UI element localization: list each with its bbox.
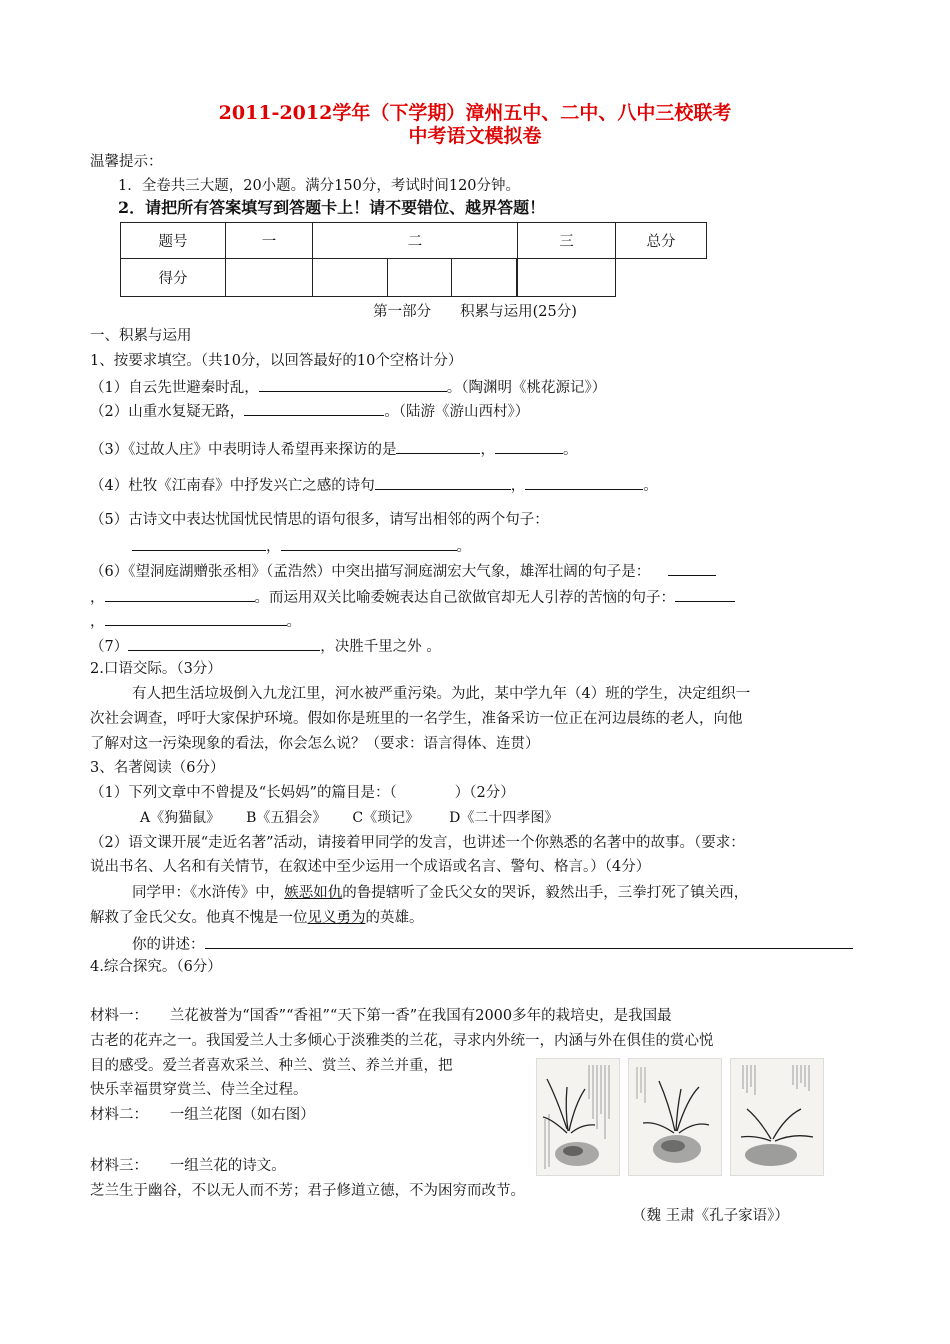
q4-material1-line3: 目的感受。爱兰者喜欢采兰、种兰、赏兰、养兰并重，把 (90, 1058, 453, 1074)
q3-demo-line1 (132, 883, 748, 903)
q1-item-3 (90, 438, 577, 460)
score-table (120, 222, 707, 297)
q1-item-2-text: （2）山重水复疑无路， (90, 404, 245, 420)
answer-blank[interactable] (128, 635, 320, 651)
q4-material1-line1: 材料一： 兰花被誉为“国香”“香祖”“天下第一香”在我国有2000多年的栽培史，是我国最 (90, 1008, 672, 1024)
answer-blank[interactable] (495, 438, 563, 454)
your-answer-label: 你的讲述： (132, 937, 205, 953)
answer-blank[interactable] (244, 400, 384, 416)
q4-material1-line2: 古老的花卉之一。我国爱兰人士多倾心于淡雅类的兰花，寻求内外统一，内涵与外在俱佳的赏心悦 (90, 1033, 714, 1049)
q1-item-6-text: （6）《望洞庭湖赠张丞相》（孟浩然）中突出描写洞庭湖宏大气象，雄浑壮阔的句子是： (90, 564, 651, 580)
q1-item-3-text: （3）《过故人庄》中表明诗人希望再来探访的是 (90, 442, 397, 458)
score-header-total: 总分 (616, 223, 707, 259)
q3-item-2-line1: （2）语文课开展“走近名著”活动，请接着甲同学的发言，也讲述一个你熟悉的名著中的故事。（要求： (90, 835, 745, 851)
comma: ， (90, 590, 105, 606)
q1-item-1 (90, 376, 606, 398)
answer-blank[interactable] (668, 560, 716, 576)
q2-paragraph-line2: 次社会调查，呼吁大家保护环境。假如你是班里的一名学生，准备采访一位正在河边晨练的老人，向他 (90, 711, 743, 727)
comma: ， (90, 614, 105, 630)
q1-item-6-end (90, 610, 301, 632)
q3-stem: 3、名著阅读（6分） (90, 760, 225, 776)
score-cell[interactable] (313, 259, 388, 297)
q1-item-2-source: 。（陆游《游山西村》） (384, 404, 530, 420)
q4-stem: 4.综合探究。（6分） (90, 959, 222, 975)
answer-blank[interactable] (259, 376, 447, 392)
score-cell[interactable] (452, 259, 517, 297)
q3-your-answer (132, 933, 853, 955)
q2-paragraph-line3: 了解对这一污染现象的看法，你会怎么说？（要求：语言得体、连贯） (90, 736, 540, 752)
score-header-part2: 二 (313, 223, 518, 259)
answer-blank[interactable] (375, 474, 511, 490)
q3-demo-line2 (90, 908, 424, 928)
orchid-painting-2 (628, 1058, 722, 1176)
score-row-label: 得分 (121, 259, 226, 297)
q1-item-2 (90, 400, 529, 422)
q4-material3: 材料三： 一组兰花的诗文。 (90, 1158, 286, 1174)
q3-options (140, 808, 558, 828)
orchid-painting-3 (730, 1058, 824, 1176)
q4-material1-line4: 快乐幸福贯穿赏兰、侍兰全过程。 (90, 1082, 308, 1098)
q2-paragraph-line1: 有人把生活垃圾倒入九龙江里，河水被严重污染。为此，某中学九年（4）班的学生，决定组织一 (132, 686, 751, 702)
demo-text: 同学甲：《水浒传》中， (132, 885, 285, 901)
answer-blank[interactable] (205, 933, 853, 949)
q1-item-6 (90, 560, 716, 582)
answer-blank[interactable] (281, 535, 457, 551)
q1-item-5: （5）古诗文中表达忧国忧民情思的语句很多，请写出相邻的两个句子： (90, 512, 549, 528)
period: 。 (286, 614, 301, 630)
option-d[interactable]: D《二十四孝图》 (449, 810, 559, 826)
q1-stem: 1、按要求填空。（共10分，以回答最好的10个空格计分） (90, 353, 463, 369)
comma: ， (510, 478, 526, 494)
period: 。 (562, 442, 578, 458)
q1-item-6-text2: 。而运用双关比喻委婉表达自己欲做官却无人引荐的苦恼的句子： (254, 590, 675, 606)
score-cell[interactable] (226, 259, 313, 297)
section-heading: 一、积累与运用 (90, 328, 192, 344)
answer-blank[interactable] (396, 438, 480, 454)
score-header-part1: 一 (226, 223, 313, 259)
score-cell[interactable] (518, 259, 616, 297)
q4-material3-text: 芝兰生于幽谷，不以无人而不芳；君子修道立德，不为困穷而改节。 (90, 1183, 525, 1199)
option-b[interactable]: B《五猖会》 (246, 810, 327, 826)
demo-text: 的鲁提辖听了金氏父女的哭诉，毅然出手，三拳打死了镇关西， (342, 885, 749, 901)
q1-item-4-text: （4）杜牧《江南春》中抒发兴亡之感的诗句 (90, 478, 375, 494)
comma: ， (480, 442, 495, 458)
q1-item-5-blanks (132, 535, 471, 557)
q1-item-4 (90, 474, 658, 496)
answer-blank[interactable] (675, 586, 735, 602)
demo-text: 解救了金氏父女。他真不愧是一位 (90, 910, 308, 926)
score-header-part3: 三 (518, 223, 616, 259)
answer-blank[interactable] (105, 586, 255, 602)
q4-material2: 材料二： 一组兰花图（如右图） (90, 1107, 315, 1123)
tips-heading: 温馨提示： (90, 154, 163, 170)
q1-item-7-text: ，决胜千里之外 。 (320, 639, 441, 655)
exam-title-line2: 中考语文模拟卷 (408, 125, 542, 147)
tips-item-1: 1．全卷共三大题，20小题。满分150分，考试时间120分钟。 (118, 178, 521, 194)
q1-item-7 (90, 635, 441, 657)
period: 。 (456, 539, 471, 555)
part1-heading: 第一部分 积累与运用(25分) (373, 304, 577, 320)
orchid-painting-1 (536, 1058, 620, 1176)
q1-item-1-source: 。（陶渊明《桃花源记》） (446, 380, 607, 396)
option-a[interactable]: A《狗猫鼠》 (140, 810, 221, 826)
answer-blank[interactable] (105, 610, 287, 626)
demo-idiom-1: 嫉恶如仇 (284, 885, 343, 901)
period: 。 (643, 478, 658, 494)
comma: ， (266, 539, 281, 555)
q3-item-1: （1）下列文章中不曾提及“长妈妈”的篇目是：（ ）（2分） (90, 785, 515, 801)
score-cell[interactable] (388, 259, 452, 297)
demo-text: 的英雄。 (365, 910, 424, 926)
demo-idiom-2: 见义勇为 (307, 910, 366, 926)
tips-item-2: 2．请把所有答案填写到答题卡上！请不要错位、越界答题！ (118, 198, 546, 217)
q1-item-6-cont (90, 586, 735, 608)
answer-blank[interactable] (132, 535, 266, 551)
option-c[interactable]: C《琐记》 (352, 810, 420, 826)
q1-item-7-num: （7） (90, 639, 129, 655)
q3-item-2-line2: 说出书名、人名和有关情节，在叙述中至少运用一个成语或名言、警句、格言。）（4分） (90, 859, 651, 875)
q4-material3-source: （魏 王肃《孔子家语》） (632, 1208, 789, 1224)
answer-blank[interactable] (525, 474, 643, 490)
q2-stem: 2.口语交际。（3分） (90, 661, 222, 677)
q1-item-1-text: （1）自云先世避秦时乱， (90, 380, 259, 396)
score-header-label: 题号 (121, 223, 226, 259)
exam-title-line1: 2011-2012学年（下学期）漳州五中、二中、八中三校联考 (218, 102, 732, 124)
